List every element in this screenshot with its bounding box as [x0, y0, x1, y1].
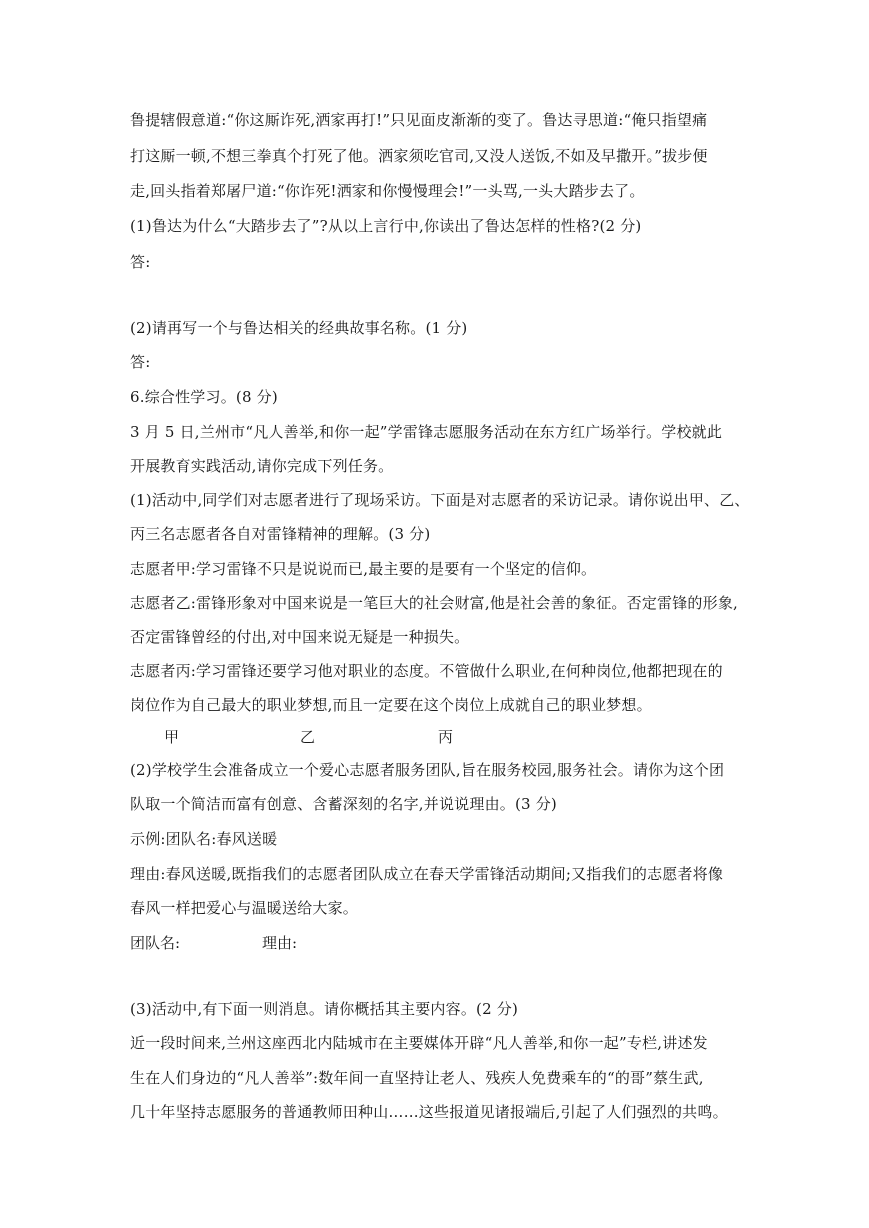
- answer-label-5-2: 答:: [130, 353, 151, 371]
- question-6-heading: 6.综合性学习。(8 分): [130, 388, 278, 406]
- question-5-1: (1)鲁达为什么“大踏步去了”?从以上言行中,你读出了鲁达怎样的性格?(2 分): [130, 217, 642, 235]
- story-line-2: 打这厮一顿,不想三拳真个打死了他。洒家须吃官司,又没人送饭,不如及早撒开。”拔步便: [130, 147, 708, 165]
- question-5-2: (2)请再写一个与鲁达相关的经典故事名称。(1 分): [130, 319, 468, 337]
- news-text-line-2: 生在人们身边的“凡人善举”:数年间一直坚持让老人、残疾人免费乘车的“的哥”蔡生武,: [130, 1069, 704, 1087]
- question-6-2-line-1: (2)学校学生会准备成立一个爱心志愿者服务团队,旨在服务校园,服务社会。请你为这个团: [130, 761, 725, 779]
- news-text-line-1: 近一段时间来,兰州这座西北内陆城市在主要媒体开辟“凡人善举,和你一起”专栏,讲述发: [130, 1034, 708, 1052]
- answer-label-a: 甲: [164, 728, 180, 746]
- reason-label: 理由:: [262, 934, 298, 952]
- example-team-name: 示例:团队名:春风送暖: [130, 830, 278, 848]
- volunteer-b-text-line-2: 否定雷锋曾经的付出,对中国来说无疑是一种损失。: [130, 628, 470, 646]
- story-line-1: 鲁提辖假意道:“你这厮诈死,洒家再打!”只见面皮渐渐的变了。鲁达寻思道:“俺只指望痛: [130, 111, 708, 129]
- volunteer-a-text: 志愿者甲:学习雷锋不只是说说而已,最主要的是要有一个坚定的信仰。: [130, 560, 597, 578]
- question-6-2-line-2: 队取一个简洁而富有创意、含蓄深刻的名字,并说说理由。(3 分): [130, 795, 557, 813]
- example-reason-line-2: 春风一样把爱心与温暖送给大家。: [130, 899, 359, 917]
- answer-label-b: 乙: [300, 728, 316, 746]
- volunteer-c-text-line-2: 岗位作为自己最大的职业梦想,而且一定要在这个岗位上成就自己的职业梦想。: [130, 696, 652, 714]
- team-name-label: 团队名:: [130, 934, 181, 952]
- news-text-line-3: 几十年坚持志愿服务的普通教师田种山……这些报道见诸报端后,引起了人们强烈的共鸣。: [130, 1103, 728, 1121]
- example-reason-line-1: 理由:春风送暖,既指我们的志愿者团队成立在春天学雷锋活动期间;又指我们的志愿者将像: [130, 865, 724, 883]
- answer-label-c: 丙: [438, 728, 454, 746]
- answer-label-5-1: 答:: [130, 253, 151, 271]
- question-6-intro-line-1: 3 月 5 日,兰州市“凡人善举,和你一起”学雷锋志愿服务活动在东方红广场举行。学校就此: [130, 423, 723, 441]
- question-6-1-line-2: 丙三名志愿者各自对雷锋精神的理解。(3 分): [130, 525, 431, 543]
- volunteer-c-text-line-1: 志愿者丙:学习雷锋还要学习他对职业的态度。不管做什么职业,在何种岗位,他都把现在的: [130, 662, 723, 680]
- question-6-1-line-1: (1)活动中,同学们对志愿者进行了现场采访。下面是对志愿者的采访记录。请你说出甲、乙、: [130, 491, 750, 509]
- story-line-3: 走,回头指着郑屠尸道:“你诈死!洒家和你慢慢理会!”一头骂,一头大踏步去了。: [130, 182, 645, 200]
- volunteer-b-text-line-1: 志愿者乙:雷锋形象对中国来说是一笔巨大的社会财富,他是社会善的象征。否定雷锋的形象,: [130, 594, 738, 612]
- question-6-intro-line-2: 开展教育实践活动,请你完成下列任务。: [130, 457, 394, 475]
- question-6-3: (3)活动中,有下面一则消息。请你概括其主要内容。(2 分): [130, 1000, 519, 1018]
